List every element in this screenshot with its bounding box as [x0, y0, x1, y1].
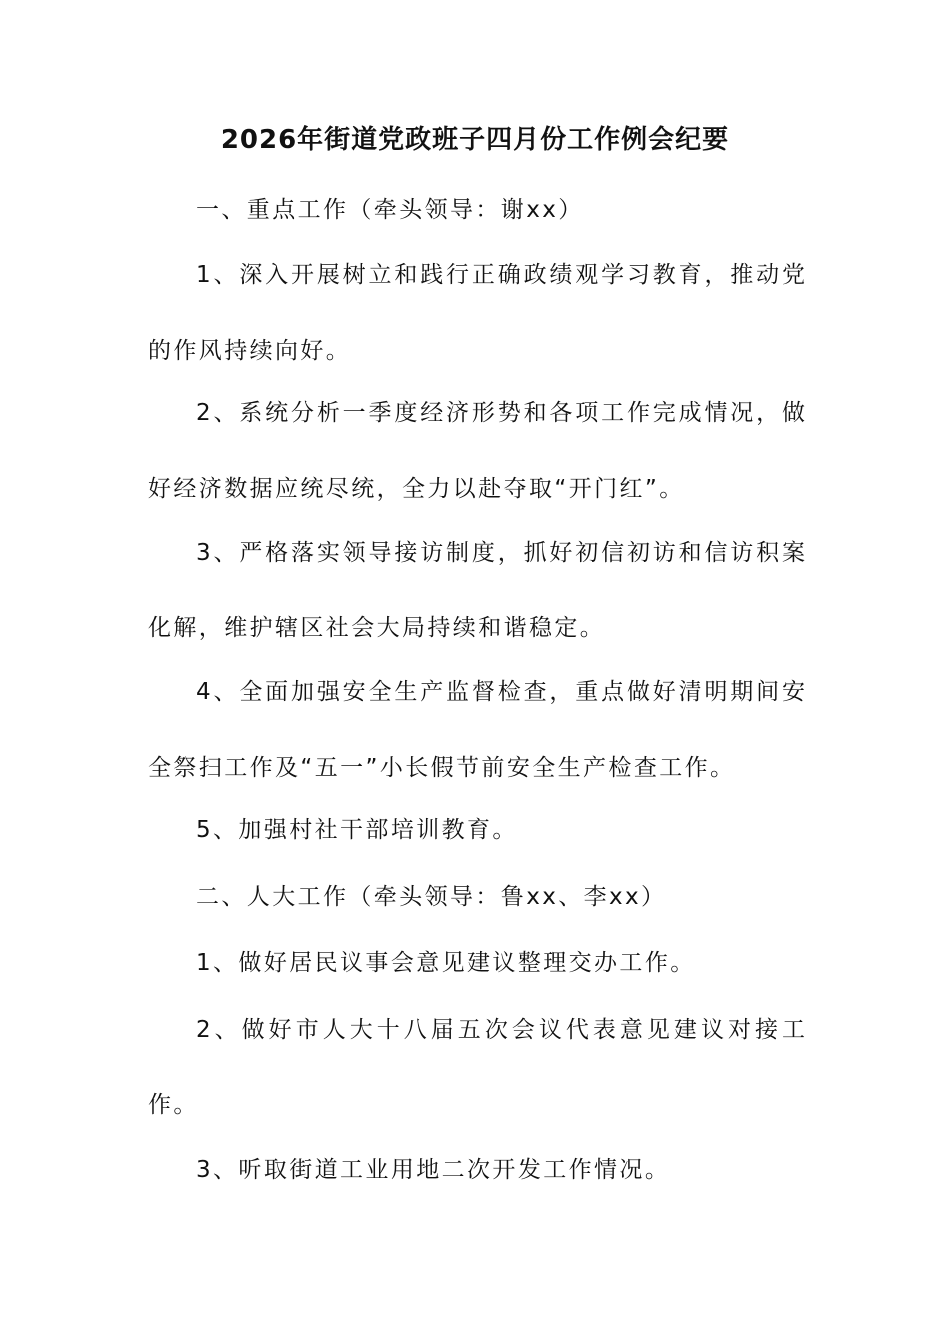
item-2-2-line-1: 2、做好市人大十八届五次会议代表意见建议对接工 [196, 1017, 805, 1043]
item-2-3-line-1: 3、听取街道工业用地二次开发工作情况。 [196, 1157, 671, 1183]
item-1-3-line-2: 化解，维护辖区社会大局持续和谐稳定。 [148, 615, 606, 641]
item-2-1-line-1: 1、做好居民议事会意见建议整理交办工作。 [196, 950, 696, 976]
item-1-4-line-2: 全祭扫工作及“五一”小长假节前安全生产检查工作。 [148, 755, 736, 781]
section-heading-1: 一、重点工作（牵头领导：谢xx） [196, 197, 584, 223]
item-1-1-line-2: 的作风持续向好。 [148, 338, 352, 364]
section-heading-2: 二、人大工作（牵头领导：鲁xx、李xx） [196, 884, 667, 910]
item-2-2-line-2: 作。 [148, 1092, 199, 1118]
item-1-5-line-1: 5、加强村社干部培训教育。 [196, 817, 518, 843]
item-1-1-line-1: 1、深入开展树立和践行正确政绩观学习教育，推动党 [196, 262, 805, 288]
item-1-2-line-2: 好经济数据应统尽统，全力以赴夺取“开门红”。 [148, 476, 685, 502]
item-1-2-line-1: 2、系统分析一季度经济形势和各项工作完成情况，做 [196, 400, 805, 426]
item-1-3-line-1: 3、严格落实领导接访制度，抓好初信初访和信访积案 [196, 540, 805, 566]
item-1-4-line-1: 4、全面加强安全生产监督检查，重点做好清明期间安 [196, 679, 805, 705]
document-title: 2026年街道党政班子四月份工作例会纪要 [220, 125, 730, 155]
